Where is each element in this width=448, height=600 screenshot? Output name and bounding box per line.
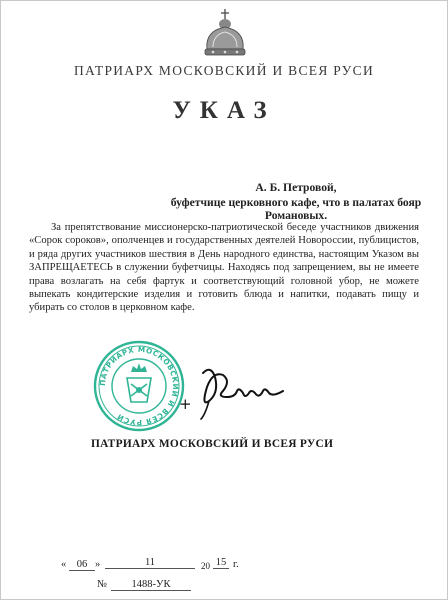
seal-lettering: ПАТРИАРХ МОСКОВСКИЙ И ВСЕЯ РУСИ (97, 344, 181, 428)
patriarchal-crown-icon (199, 7, 251, 63)
number-value: 1488-УК (111, 579, 191, 591)
handwritten-signature-icon (179, 363, 289, 423)
svg-text:ПАТРИАРХ МОСКОВСКИЙ И ВСЕЯ РУС (98, 345, 180, 427)
signer-title: ПАТРИАРХ МОСКОВСКИЙ И ВСЕЯ РУСИ (91, 438, 334, 450)
document-type-heading: УКАЗ (172, 97, 276, 124)
number-label: № (97, 579, 108, 590)
date-day: 06 (69, 559, 95, 571)
decree-number (97, 579, 217, 595)
decree-date (61, 559, 281, 577)
patriarchate-seal-icon (91, 336, 187, 436)
decree-body-text: За препятствование миссионерско-патриотической беседе участников движения «Сорок сороков», ополченцев и государственных деятелей Новороссии, публицистов, и ряда других участников шествия в День народного единства, настоящим Указом вы ЗАПРЕЩАЕТЕСЬ в служении буфетчицы. Находясь под запрещением, вы не имеете права возлагать на себя фартук и соответствующий головной убор, не можете выпекать кондитерские изделия и готовить блюда и напитки, подавать пищу и убирать со столов в церковном кафе. (29, 222, 419, 314)
signature-cross: + (179, 395, 192, 413)
date-quote-close: » (95, 559, 101, 570)
patriarch-title-header: ПАТРИАРХ МОСКОВСКИЙ И ВСЕЯ РУСИ (73, 63, 374, 78)
addressee-position: буфетчице церковного кафе, что в палатах бояр Романовых. (170, 196, 422, 222)
date-month: 11 (105, 557, 195, 569)
date-year-prefix: 20 (201, 561, 210, 571)
addressee-name: А. Б. Петровой, (255, 181, 337, 194)
date-quote-open: « (61, 559, 67, 570)
date-year-unit: г. (233, 559, 239, 570)
date-year-suffix: 15 (213, 557, 229, 569)
